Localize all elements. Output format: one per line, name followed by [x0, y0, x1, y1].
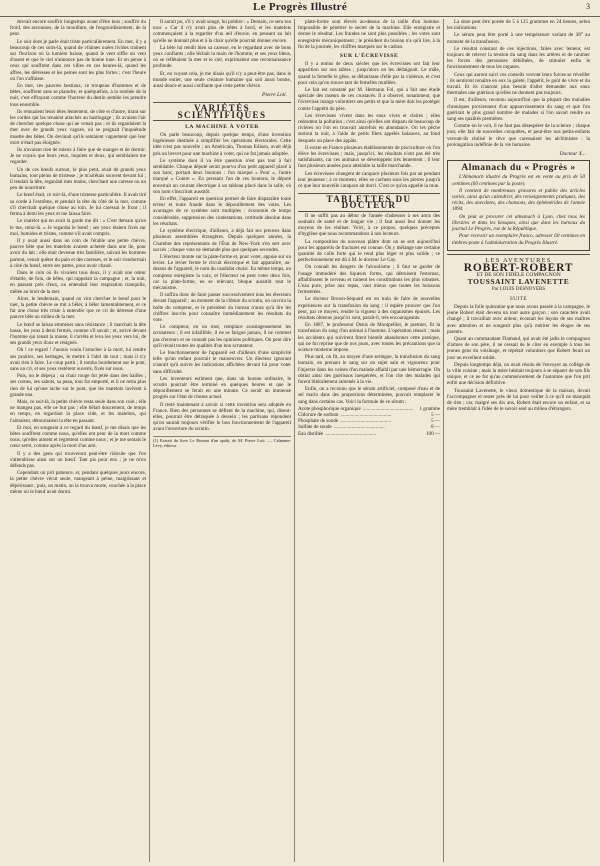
paragraph: Le fonctionnement de l'appareil est d'ailleurs d'une simplicité telle qu'un enfant pourrait le manœuvrer. Un électeur ignorant n'aurait qu'à suivre les indications affichées devant lui pour voter sans difficulté. [153, 349, 291, 375]
paragraph: Il y a des gens qui trouveront peut-être ridicule que l'on s'attendrisse ainsi sur un bœuf. Tant pis pour eux ; je ne m'en défends pas. [10, 450, 146, 470]
paragraph: Depuis longtemps déjà, on avait résolu de l'envoyer au collège de la ville voisine ; mais la mère hésitait toujours à se séparer de son fils unique, et ce ne fut qu'au commencement de l'automne que l'on prit enfin une décision définitive. [447, 361, 590, 387]
paragraph: Il contient de nombreuses gravures et publie des articles variés, ainsi qu'un calendrier, des renseignements pratiques, des récits, des anecdotes, des chansons, des éphémérides de l'année 1894. [452, 187, 585, 213]
novel-label: LES AVENTURES [485, 256, 552, 264]
formula-label: Eau distillée [298, 430, 324, 437]
formula-value: 100 — [425, 430, 440, 437]
newspaper-title: Le Progrès Illustré [252, 1, 348, 13]
paragraph: Cependant on prit patience, et, pendant quelques jours encore, la petite chèvre vécut seule, mangeant à peine, maigrissant et dépérissant ; puis, un matin, on la trouva morte, couchée à la place même où le bœuf avait dormi. [10, 470, 146, 495]
paragraph: plate-forme sont élevés au-dessus de la taille d'un homme. Impossible de pénétrer le secret de la machine. Elle enregistre et donne le résultat. Les fraudes ne sont plus possibles ; les votes sont enregistrés mécaniquement ; le président du bureau n'a qu'à lire, à la fin de la journée, les chiffres marqués sur le cadran. [298, 19, 440, 50]
paragraph: En 1887, le professeur Denis de Montpellier, le premier, fit la transfusion du sang d'un animal à l'homme. L'opération réussit ; mais les accidents qui suivirent firent bientôt abandonner cette pratique, qui ne fut reprise que de nos jours, avec toutes les précautions que la science moderne impose. [298, 322, 440, 353]
column-2 [153, 19, 291, 862]
paragraph: Alors, le lendemain, quand on vint chercher le bœuf pour le tuer, la petite chèvre se mit à bêler, à bêler lamentablement, et ce fut une chose très triste à entendre que ce cri de détresse d'une pauvre bête au milieu de la mer. [10, 295, 146, 321]
paragraph: L'électeur monte sur la plate-forme et, pour voter, appuie sur un levier. Le levier ferme le circuit électrique et fait apparaître, au-dessus de l'appareil, le nom du candidat choisi. En même temps, un compteur enregistre la voix, et l'électeur ne peut voter deux fois, car la plate-forme, en se relevant, bloque aussitôt tout le mécanisme. [153, 253, 291, 291]
formula-row: Eau distillée ........................................ 100 — [298, 430, 440, 437]
paragraph: Le bœuf était, ce soir-là, d'une tristesse particulière. Il avait tiré sa corde à l'extrême, et pendait la tête du côté de la mer, comme s'il cherchait quelque chose au loin. Je lui caressai le front ; il ferma à demi les yeux et me laissa faire. [10, 192, 146, 218]
section-title: TABLETTES DU DOCTEUR [298, 193, 440, 211]
paragraph: Depuis la folle quinzaine que nous avons passée à la campagne, le jeune Robert était devenu un tout autre garçon ; son caractère avait changé ; il travaillait avec ardeur, écoutait les leçons de ses maîtres avec attention et ne songeait plus qu'à mériter les éloges de ses parents. [447, 303, 590, 335]
paragraph: Le docteur Brown-Séquard est en train de faire de nouvelles expériences sur la transfusion du sang ; il espère prouver que l'on peut, par ce moyen, rendre la vigueur à des organismes épuisés. Les résultats obtenus jusqu'ici sont, paraît-il, très encourageants. [298, 296, 440, 321]
column-1 [10, 19, 146, 862]
formula-label: Azote phosphorique organique [298, 405, 361, 412]
paragraph: On connaît les dangers de l'alcoolisme ; il faut se garder de l'usage immodéré des liqueurs fortes, qui détruisent l'estomac, affaiblissent le cerveau et ruinent les constitutions les plus robustes. L'eau pure, prise aux repas, vaut mieux que toutes les boissons fermentées. [298, 264, 440, 296]
paragraph: Il est, d'ailleurs, reconnu aujourd'hui que la plupart des maladies chroniques proviennent d'un appauvrissement du sang et que l'on guérirait le plus grand nombre de malades si l'on savait rendre au sang ses qualités premières. [447, 97, 590, 123]
paragraph: Enfin, on a reconnu que le sérum artificiel, composé d'eau et de sel marin dans des proportions déterminées, pouvait remplacer le sang dans certains cas. Voici la formule de ce sérum : [298, 386, 440, 405]
formula-value: 5 — [431, 418, 440, 425]
paragraph: Le système dont il va être question n'est pas tout à fait semblable. Chaque député serait pourvu d'un petit appareil placé à son banc, portant deux boutons : l'un marqué « Pour », l'autre marqué « Contre ». En pressant l'un de ces boutons, le député enverrait un courant électrique à un tableau placé dans la salle, où son nom s'inscrirait aussitôt. [153, 157, 291, 195]
paragraph: Les écrevisses changent de carapace plusieurs fois par an pendant leur jeunesse ; à ce moment, elles se cachent sous les pierres jusqu'à ce que leur nouvelle carapace ait durci. C'est ce qu'on appelle la mue. [298, 170, 440, 190]
paragraph: Les inventeurs estiment que, dans un bureau ordinaire, le scrutin pourrait être terminé en quelques heures et que le dépouillement se ferait en une minute. Ce serait un immense progrès sur l'état de choses actuel. [153, 375, 291, 401]
paragraph: Le sérum peut être porté à une température variant de 38° au moment de la transfusion. [447, 32, 590, 45]
column-rule [294, 19, 295, 862]
formula-label: Phosphate de soude [298, 418, 339, 425]
paragraph: Et, en voyant cela, je me disais qu'il n'y a peut-être pas, dans le monde entier, une seule créature humaine qui soit aussi bonne, aussi douce et aussi confiante que cette petite chèvre. [153, 70, 291, 90]
almanach-box [447, 160, 590, 250]
page-number: 3 [586, 2, 590, 11]
column-3 [298, 19, 440, 862]
paragraph: Il ne suffit pas au début de l'année d'adresser à ses amis des souhaits de santé et de longue vie ; il faut aussi leur donner les moyens de les réaliser. Voici, à ce propos, quelques préceptes d'hygiène que nous recommandons à nos lecteurs. [298, 212, 440, 238]
paragraph: Il suffira donc de faire passer successivement tous les électeurs devant l'appareil ; au moment de la clôture du scrutin, on ouvrira la boîte du compteur, et le président du bureau n'aura qu'à lire les chiffres inscrits pour connaître immédiatement les résultats du vote. [153, 292, 291, 323]
paragraph: Le bœuf se laissa emmener sans résistance ; il marchait la tête basse, les yeux à demi fermés, comme s'il savait ; et, arrivé devant l'homme qui tenait la masse, il s'arrêta et leva les yeux vers lui, de ses grands yeux doux et résignés. [10, 321, 146, 347]
paragraph: Il existe en France plusieurs établissements de pisciculture où l'on élève les écrevisses ; mais, jusqu'ici, les résultats n'ont pas été très satisfaisants, car ces animaux se développent très lentement ; il leur faut plusieurs années pour atteindre la taille marchande. [298, 144, 440, 170]
formula-label: Chlorure de sodium [298, 411, 339, 418]
paragraph: Puis, on le dépeça ; sa chair rouge fut jetée dans des bailles ; ses cornes, ses sabots, sa peau, tout fut emporté, et il ne resta plus rien de lui qu'une tache sur le pont, que les matelots lavèrent à grande eau. [10, 373, 146, 398]
column-4 [447, 19, 590, 862]
paragraph: Toussaint Lavenette, le vieux domestique de la maison, devait l'accompagner et rester près de lui pour veiller à ce qu'il ne manquât de rien ; car, malgré ses dix ans, Robert était encore un enfant, et sa mère tremblait à l'idée de le savoir seul au milieu d'étrangers. [447, 387, 590, 413]
paragraph: La dose peut être portée de 5 à 125 grammes en 24 heures, selon les indications. [447, 19, 590, 32]
paragraph: Le système électrique, d'ailleurs, a déjà fait ses preuves dans plusieurs assemblées étrangères. Depuis quelques années, la Chambre des représentants de l'État de New-York s'en sert avec succès ; chaque vote ne demande plus que quelques secondes. [153, 228, 291, 253]
formula-table [298, 406, 440, 437]
paragraph: En mer, ces pauvres bestiaux, ce troupeau d'hommes et de bêtes, souffrent sans se plaindre, et quelquefois, à la tombée de la nuit, c'est effrayant comme l'horreur du destin semble les prendre tous ensemble. [10, 83, 146, 108]
footnote: (1) Extrait du livre Le Roman d'un spahi, de M. Pierre Loti. — Calmann-Lévy, éditeur. [153, 437, 291, 448]
novel-title: ROBERT-ROBERT [463, 261, 574, 274]
formula-value: 5 — [431, 411, 440, 418]
column-rule [443, 19, 444, 862]
formula-row: Chlorure de sodium ........................................ 5 — [298, 411, 440, 418]
paragraph: Pour recevoir un exemplaire franco, adresser 60 centimes en timbres-poste à l'administration du Progrès Illustré. [452, 233, 585, 246]
paragraph: Les écrevisses vivent dans les eaux vives et claires ; elles redoutent la pollution ; c'est ainsi qu'elles ont disparu de beaucoup de rivières où l'on en trouvait autrefois en abondance. On les pêche surtout la nuit, à l'aide de petits filets appelés balances, au fond desquels on place des appâts. [298, 112, 440, 144]
paragraph: Le matelot qui en avait la garde me dit : « C'est demain qu'on le tue, celui-là. » Je regardai le bœuf ; ses yeux étaient fixés sur moi, humides et tristes, comme s'il avait compris. [10, 218, 146, 237]
paragraph: Plus tard, on fit, au moyen d'une seringue, la transfusion du sang humain, en prenant le sang sur un sujet sain et vigoureux pour l'injecter dans les veines d'un malade affaibli par une hémorragie. On obtint ainsi des guérisons inespérées, et l'on cite des malades qui furent littéralement ramenés à la vie. [298, 354, 440, 385]
formula-label: Sulfate de soude [298, 424, 332, 431]
divider [447, 254, 590, 255]
paragraph: Le soir dont je parle était triste particulièrement. En mer, il y a beaucoup de ces soirs-là, quand de vilaines nuées livides traînent sur l'horizon où la lumière baisse, quand le vent siffle un vent d'ouest et que le ciel n'annonce pas de bonne lune. Et on pense à ceux qui souffrent dans ces villes en ces heures-là, quand les affres, les détresses et les peines sont les plus fortes ; c'est l'heure où l'on s'affaisse. [10, 38, 146, 82]
paragraph: Comme on le voit, il ne faut pas désespérer de la science ; chaque jour, elle fait de nouvelles conquêtes, et peut-être nos petits-enfants verront-ils réalisé le rêve que caressaient les alchimistes : la prolongation indéfinie de la vie humaine. [447, 123, 590, 148]
paragraph: La composition du nouveau plâtre dont on se sert aujourd'hui pour les appareils de fractures est connue. On y mélange une certaine quantité de colle forte qui le rend plus léger et plus solide ; ce perfectionnement est dû à M. le docteur Le Gay. [298, 238, 440, 264]
almanach-title: Almanach du « Progrès » [461, 163, 576, 174]
paragraph: Il y avait aussi dans un coin de l'étable une petite chèvre, pauvre bête que les matelots avaient achetée dans une île, pour avoir du lait ; elle était devenue très familière, suivait les hommes partout, venait quêter du pain et des caresses, et le soir s'endormait à côté du bœuf, entre ses pattes, pour avoir chaud. [10, 237, 146, 269]
formula-value: 8 — [431, 424, 440, 431]
paragraph: L'Almanach illustré du Progrès est en vente au prix de 50 centimes (60 centimes par la poste). [452, 174, 585, 187]
paragraph: Ils n'avaient rien de mieux à faire que de manger et de dormir. Je ne voyais que leurs yeux, inquiets et doux, qui semblaient me regarder. [10, 147, 146, 166]
paragraph: Il reste maintenant à savoir si cette invention sera adoptée en France. Bien des personnes se défient de la machine, qui, disent-elles, pourrait être détraquée à dessein ; les partisans répondent qu'on saurait toujours vérifier le bon fonctionnement de l'appareil avant l'ouverture du scrutin. [153, 401, 291, 433]
paragraph: Le compteur, en un mot, remplace avantageusement les scrutateurs ; il est infaillible, il ne se fatigue jamais, il ne commet pas d'erreurs et ne connaît pas les opinions politiques. On peut dire qu'il réunit toutes les qualités d'un bon scrutateur. [153, 324, 291, 349]
paragraph: Oh ! ce regard ! J'aurais voulu l'arracher à la mort, lui rendre ses prairies, ses herbages, le mettre à l'abri de tout ; mais il n'y avait rien à faire. Le coup partit ; il tomba lourdement sur le pont, sans un cri, et ses yeux restèrent ouverts, fixés sur nous. [10, 347, 146, 372]
paragraph: Il aurait pu, s'il y avait songé, lui prédire : « Demain, ce sera ton tour. » Car il n'y avait plus de bêtes à bord, et les matelots commençaient à la regarder d'un œil d'envie, en pensant au lait qu'elle ne donnait plus et à la chair qu'elle pourrait donner encore. [153, 19, 291, 44]
paragraph: La bête lui rendit bien sa caresse, en le regardant avec de bons yeux confiants ; elle léchait la main de l'homme, et ses yeux bleus, où se reflétaient la mer et le ciel, exprimaient une reconnaissance profonde. [153, 44, 291, 70]
paragraph: On parle beaucoup, depuis quelque temps, d'une invention ingénieuse destinée à simplifier les opérations électorales. Cette idée n'est pas nouvelle ; un Américain, Thomas Edison, avait déjà pris un brevet pour une machine à voter, qui ne fut jamais adoptée. [153, 132, 291, 157]
paragraph: Et moi, en songeant à ce regard du bœuf, je me disais que les bêtes souffrent comme nous, qu'elles ont peur de la mort comme nous, qu'elles aiment et regrettent comme nous ; et je me sentais le cœur serré, comme après la mort d'un ami. [10, 424, 146, 450]
paragraph: En effet, l'appareil en question permet de faire disparaître toute erreur et toute fraude dans le dépouillement des votes. Les avantages de ce système sont multiples : économie de temps considérable, suppression des contestations, certitude absolue dans les résultats. [153, 196, 291, 227]
novel-author: Par LOUIS DESNOYERS [491, 286, 546, 292]
paragraph: Ils remuaient leurs têtes lentement, de côté et d'autre, tirant sur les cordes qui les tenaient attachés au bastingage ; ils avaient l'air de chercher quelque chose qui ne venait pas ; et ils regardaient la mer avec de grands yeux vagues, où se peignait l'inquiétude muette des bêtes. On devinait qu'ils sentaient vaguement que leur mort n'était pas éloignée. [10, 108, 146, 146]
novel-suite-label: SUITE [509, 295, 528, 302]
author-signature: Pierre Loti. [262, 92, 287, 99]
formula-row: Phosphate de soude ........................................ 5 — [298, 418, 440, 425]
formula-value: 1 gramme [419, 405, 440, 412]
section-title: VARIÉTÉS SCIENTIFIQUES [153, 102, 291, 120]
article-subtitle: SUR L'ÉCREVISSE [339, 53, 399, 60]
paragraph: Un de ces bœufs surtout, le plus petit, avait de grands yeux humains, tout pleins de tristesse ; je m'arrêtais souvent devant lui ; il tendait la tête, regardait mes mains, cherchant une caresse ou un peu de nourriture. [10, 166, 146, 192]
paragraph: Mais, ce soir-là, la petite chèvre resta seule dans son coin ; elle ne mangea pas, elle ne but pas ; elle bêlait doucement, de temps en temps, en regardant la place vide, et les matelots, qui l'aimaient, détournaient la tête en passant. [10, 398, 146, 424]
paragraph: devrait encore souffrir longtemps avant d'être bois ; souffrir du froid, des secousses, de la mouillure, de l'engourdissement, de la peur. [10, 19, 146, 38]
article-subtitle: LA MACHINE À VOTER [185, 123, 259, 130]
author-signature: Docteur X... [559, 151, 586, 158]
novel-subtitle: ET DE SON FIDÈLE COMPAGNON [476, 272, 561, 279]
column-rule [149, 19, 150, 862]
paragraph: Le fait est constaté par M. Hermann Fol, qui a fait une étude spéciale des mœurs de ces crustacés. Il a observé, notamment, que l'écrevisse mange volontiers ses petits et que la mère doit les protéger contre l'appétit du père. [298, 87, 440, 112]
masthead [0, 0, 600, 17]
formula-row: Sulfate de soude ........................................ 8 — [298, 424, 440, 431]
paragraph: Dans le coin où ils vivaient tous deux, il y avait une odeur d'étable, de foin, de bêtes, qui rappelait la campagne ; et, la nuit, en passant près d'eux, on entendait leur respiration tranquille, mêlée au bruit de la mer. [10, 269, 146, 295]
paragraph: Quant au commandant Flamand, qui avait été jadis le compagnon d'armes de son père, il ne cessait de le citer en exemple à tous les jeunes gens du voisinage, et répétait volontiers que Robert ferait un jour un excellent soldat. [447, 335, 590, 361]
formula-row: Azote phosphorique organique ........................................ 1 gramme [298, 405, 440, 412]
paragraph: Le résultat constant de ces injections, faites avec lenteur, est toujours de relever la tension du sang dans les artères et de ranimer les forces des personnes débilitées, de stimuler enfin le fonctionnement de tous les organes. [447, 45, 590, 71]
paragraph: Ceux qui auront suivi ces conseils verront leurs forces se réveiller ; ils sentiront renaître en eux la gaieté, l'appétit, le goût de vivre et du travail. Et ils n'auront plus besoin d'aller demander aux eaux thermales une guérison qu'elles ne donnent pas toujours. [447, 71, 590, 97]
paragraph: Il y a moins de deux siècles que les écrevisses ont fait leur apparition sur nos tables ; jusqu'alors on les dédaignait. Le mâle, quand la femelle le gêne, se débarrasse d'elle par la violence, et c'est pour cela qu'on trouve tant de femelles mutilées. [298, 61, 440, 86]
novel-companion-name: TOUSSAINT LAVENETTE [467, 277, 570, 287]
paragraph: On peut se procurer cet almanach à Lyon, chez tous les libraires et dans les kiosques, ainsi que dans les bureaux du journal Le Progrès, rue de la République. [452, 213, 585, 233]
